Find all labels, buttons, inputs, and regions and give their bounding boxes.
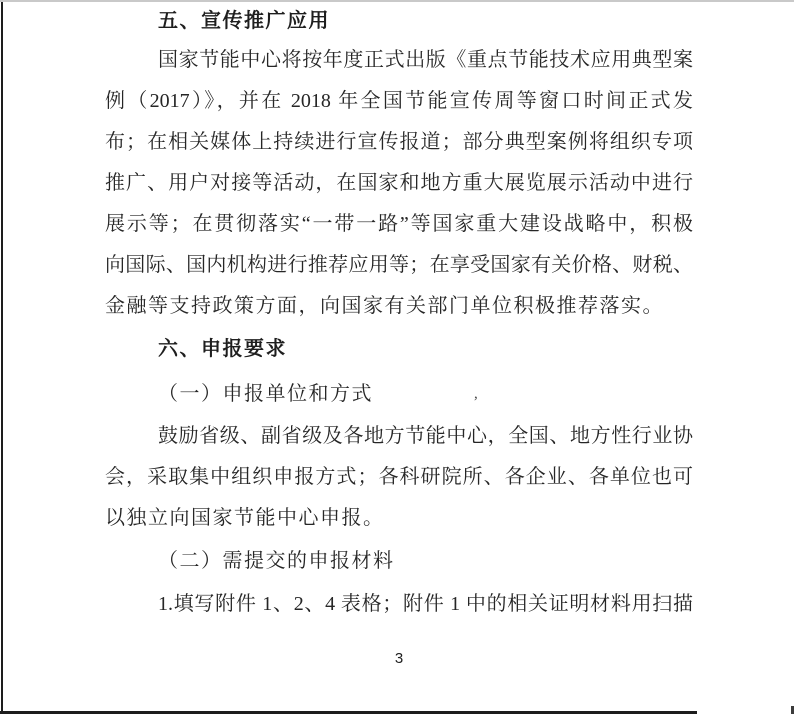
paragraph-line: 推广、用户对接等活动，在国家和地方重大展览展示活动中进行 [105,172,693,194]
paragraph-line: 例（2017）》，并在 2018 年全国节能宣传周等窗口时间正式发 [105,90,693,112]
paragraph-line: 国家节能中心将按年度正式出版《重点节能技术应用典型案 [158,49,693,71]
page-number: 3 [394,650,404,667]
paragraph-line: 布；在相关媒体上持续进行宣传报道；部分典型案例将组织专项 [105,131,693,153]
paragraph-line: 向国际、国内机构进行推荐应用等；在享受国家有关价格、财税、 [105,254,693,276]
scan-top-edge [0,0,794,2]
paragraph-line: 会，采取集中组织申报方式；各科研院所、各企业、各单位也可 [105,466,693,488]
paragraph-line: 1.填写附件 1、2、4 表格；附件 1 中的相关证明材料用扫描 [158,593,693,615]
subsection-heading-1: （一）申报单位和方式 [158,383,373,405]
paragraph-line: 以独立向国家节能中心申报。 [105,507,385,529]
paragraph-line: 鼓励省级、副省级及各地方节能中心，全国、地方性行业协 [158,425,693,447]
section-heading-6: 六、申报要求 [158,338,287,360]
paragraph-line: 金融等支持政策方面，向国家有关部门单位积极推荐落实。 [105,295,664,317]
paragraph-line: 展示等；在贯彻落实“一带一路”等国家重大建设战略中，积极 [105,213,693,235]
section-heading-5: 五、宣传推广应用 [158,10,330,32]
scan-left-edge [1,2,3,714]
subsection-heading-2: （二）需提交的申报材料 [158,550,395,572]
scan-stray-mark: , [474,386,478,402]
